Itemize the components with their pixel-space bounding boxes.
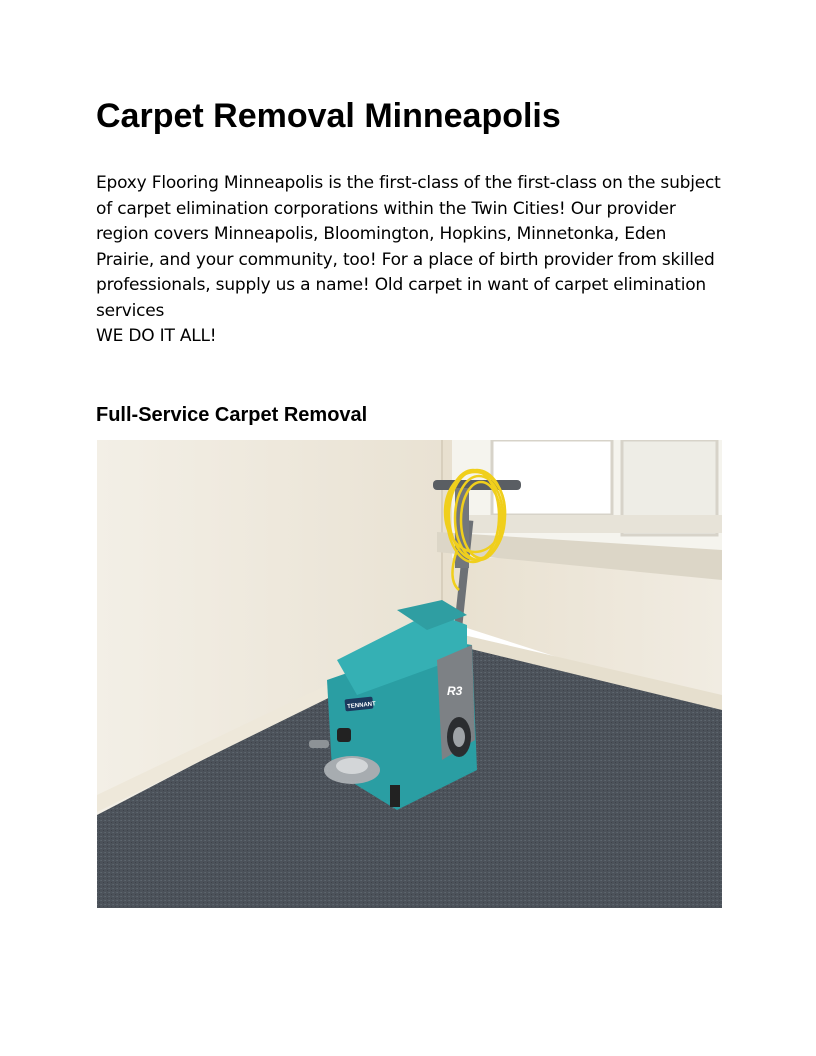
- tagline: WE DO IT ALL!: [96, 326, 217, 346]
- carpet-cleaner-photo: [97, 440, 722, 908]
- brand-label: TENNANT: [346, 701, 377, 711]
- section-heading: Full-Service Carpet Removal: [96, 404, 368, 426]
- page-title: Carpet Removal Minneapolis: [96, 97, 561, 135]
- intro-paragraph: Epoxy Flooring Minneapolis is the first-class of the first-class on the subject of carpet elimination corporations within the Twin Cities! Our provider region covers Minneapolis, Bloomington, Hopkins, Minnetonka, Eden Prairie, and your community, too! For a place of birth provider from skilled professionals, supply us a name! Old carpet in want of carpet elimination services: [96, 173, 721, 321]
- intro-block: [96, 171, 726, 350]
- model-label: R3: [447, 684, 463, 698]
